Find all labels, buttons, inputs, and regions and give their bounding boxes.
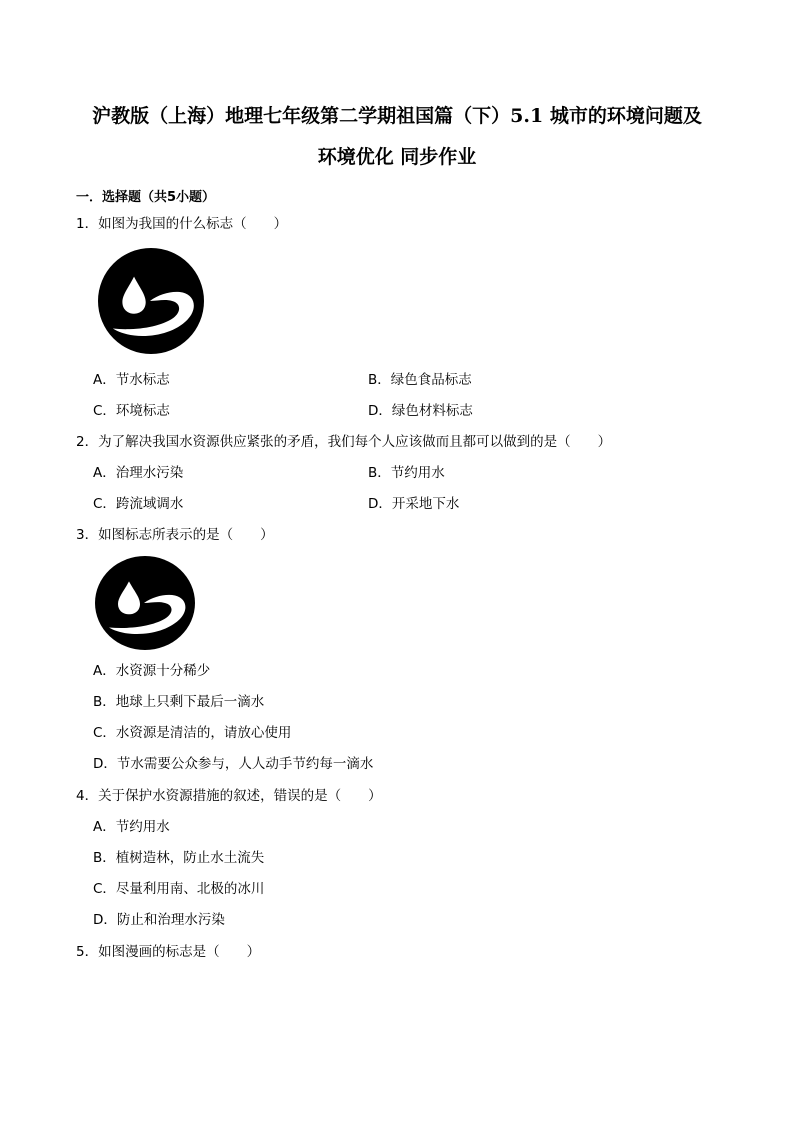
q3-option-a: A．水资源十分稀少 — [93, 663, 211, 679]
q3-option-d: D．节水需要公众参与，人人动手节约每一滴水 — [93, 756, 374, 772]
doc-title-line2: 环境优化 同步作业 — [317, 146, 477, 168]
q2-option-d: D．开采地下水 — [368, 496, 460, 512]
q4-option-d: D．防止和治理水污染 — [93, 912, 225, 928]
q4-option-c: C．尽量利用南、北极的冰川 — [93, 881, 265, 897]
q3-option-b: B．地球上只剩下最后一滴水 — [93, 694, 265, 710]
q2-option-b: B．节约用水 — [368, 465, 445, 481]
section-heading: 一．选择题（共5小题） — [76, 190, 216, 205]
question-3: 3．如图标志所表示的是（ ） — [76, 527, 274, 543]
water-saving-logo-icon — [97, 248, 205, 354]
q1-option-d: D．绿色材料标志 — [368, 403, 473, 419]
q1-option-b: B．绿色食品标志 — [368, 372, 472, 388]
question-4: 4．关于保护水资源措施的叙述，错误的是（ ） — [76, 788, 382, 804]
q2-option-a: A．治理水污染 — [93, 465, 184, 481]
question-2: 2．为了解决我国水资源供应紧张的矛盾，我们每个人应该做而且都可以做到的是（ ） — [76, 434, 612, 450]
question-1: 1．如图为我国的什么标志（ ） — [76, 216, 288, 232]
q1-option-c: C．环境标志 — [93, 403, 170, 419]
doc-title-line1: 沪教版（上海）地理七年级第二学期祖国篇（下）5.1 城市的环境问题及 — [92, 105, 702, 127]
question-5: 5．如图漫画的标志是（ ） — [76, 944, 261, 960]
q4-option-a: A．节约用水 — [93, 819, 170, 835]
q2-option-c: C．跨流域调水 — [93, 496, 184, 512]
water-saving-logo-icon — [95, 556, 195, 650]
q3-option-c: C．水资源是清洁的，请放心使用 — [93, 725, 292, 741]
q1-option-a: A．节水标志 — [93, 372, 170, 388]
q4-option-b: B．植树造林，防止水土流失 — [93, 850, 265, 866]
